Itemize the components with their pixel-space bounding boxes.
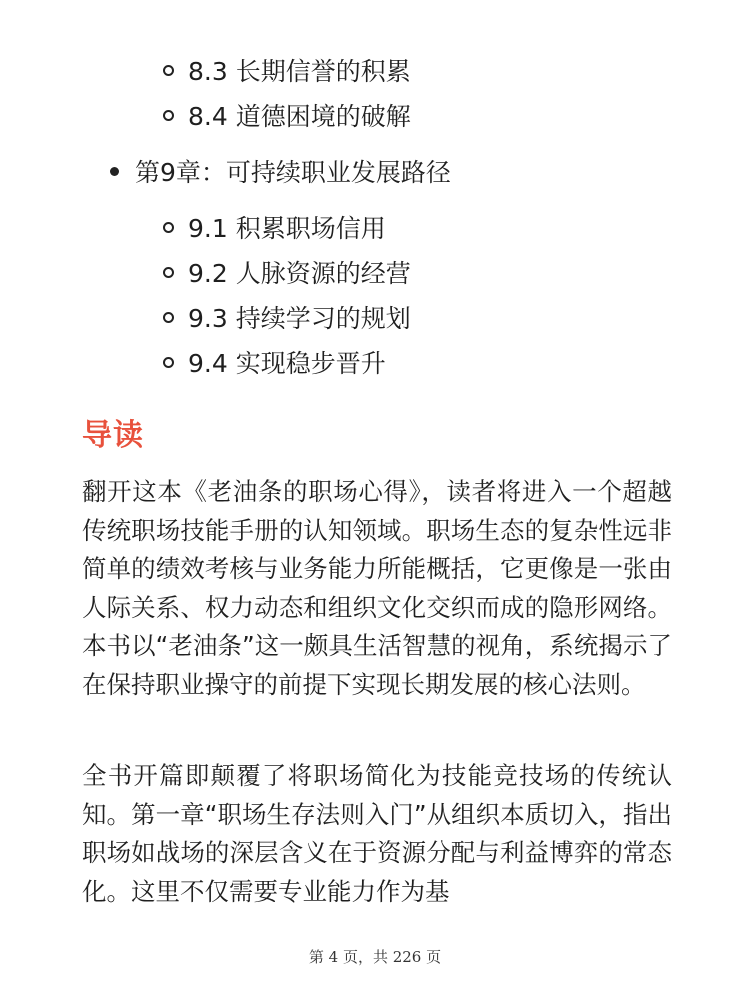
- circle-bullet-icon: [163, 357, 174, 368]
- toc-item-9-1: [163, 205, 386, 249]
- circle-bullet-icon: [163, 312, 174, 323]
- circle-bullet-icon: [163, 222, 174, 233]
- toc-item-9-4: [163, 340, 386, 384]
- toc-item-label: 9.4 实现稳步晋升: [188, 349, 386, 378]
- paragraph-1: 翻开这本《老油条的职场心得》，读者将进入一个超越传统职场技能手册的认知领域。职场生态的复杂性远非简单的绩效考核与业务能力所能概括，它更像是一张由人际关系、权力动态和组织文化交织而成的隐形网络。本书以“老油条”这一颇具生活智慧的视角，系统揭示了在保持职业操守的前提下实现长期发展的核心法则。: [82, 477, 672, 699]
- toc-item-label: 8.4 道德困境的破解: [188, 102, 411, 131]
- page-number-footer: 第 4 页，共 226 页: [308, 948, 442, 966]
- toc-item-label: 9.1 积累职场信用: [188, 214, 386, 243]
- disc-bullet-icon: [110, 167, 119, 176]
- circle-bullet-icon: [163, 65, 174, 76]
- toc-item-8-4: [163, 93, 411, 137]
- toc-item-label: 8.3 长期信誉的积累: [188, 57, 411, 86]
- circle-bullet-icon: [163, 267, 174, 278]
- paragraph-2: 全书开篇即颠覆了将职场简化为技能竞技场的传统认知。第一章“职场生存法则入门”从组织本质切入，指出职场如战场的深层含义在于资源分配与利益博弈的常态化。这里不仅需要专业能力作为基: [82, 761, 672, 906]
- toc-item-label: 9.2 人脉资源的经营: [188, 259, 411, 288]
- toc-chapter-9: [110, 149, 451, 193]
- toc-chapter-label: 第9章：可持续职业发展路径: [135, 158, 451, 187]
- toc-item-9-2: [163, 250, 411, 294]
- toc-item-9-3: [163, 295, 411, 339]
- toc-item-label: 9.3 持续学习的规划: [188, 304, 411, 333]
- section-heading: 导读: [82, 418, 144, 453]
- circle-bullet-icon: [163, 110, 174, 121]
- toc-item-8-3: [163, 48, 411, 92]
